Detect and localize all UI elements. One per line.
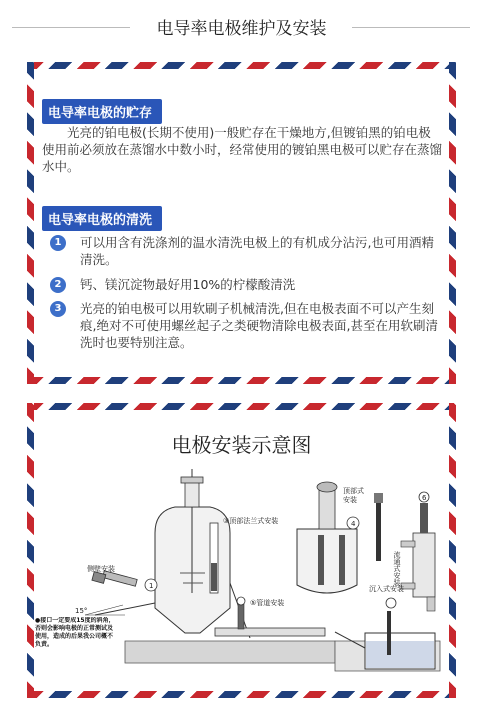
airmail-border-top [27, 403, 456, 410]
airmail-border-right [449, 62, 456, 384]
number-badge-icon: 3 [50, 301, 66, 317]
side-label: 侧壁安装 [87, 565, 115, 573]
airmail-border-top [27, 62, 456, 69]
svg-text:6: 6 [422, 494, 427, 502]
cleaning-item [52, 300, 442, 351]
side-wall-electrode [85, 571, 157, 615]
airmail-border-bottom [27, 691, 456, 698]
angle-label: 15° [75, 607, 88, 615]
warning-note-text: ●接口一定要成15度的斜角，否则会影响电极的正常测试及使用，造成的后果我公司概不负责。 [35, 617, 115, 648]
cleaning-heading: 电导率电极的清洗 [42, 206, 162, 231]
number-badge-icon: 2 [50, 277, 66, 293]
diagram-title: 电极安装示意图 [171, 433, 312, 457]
immersion-label: 沉入式安装 [369, 585, 404, 593]
cleaning-item [52, 276, 442, 293]
number-badge-icon: 1 [50, 235, 66, 251]
top-label-a: 顶部式 [343, 487, 364, 495]
top-label-b: 安装 [343, 496, 357, 504]
maintenance-card [27, 62, 456, 384]
cleaning-item-text: 钙、镁沉淀物最好用10%的柠檬酸清洗 [80, 277, 296, 292]
title-divider-right [352, 27, 470, 28]
airmail-border-bottom [27, 377, 456, 384]
standalone-probe [374, 493, 383, 561]
airmail-border-left [27, 62, 34, 384]
page-title: 电导率电极维护及安装 [156, 19, 327, 39]
svg-text:4: 4 [351, 520, 356, 528]
cleaning-item-text: 光亮的铂电极可以用软刷子机械清洗,但在电极表面不可以产生刻痕,绝对不可使用螺丝起子之类硬物清除电极表面,甚至在用软刷清洗时也要特别注意。 [80, 301, 438, 350]
svg-text:1: 1 [149, 582, 154, 590]
cleaning-item-text: 可以用含有洗涤剂的温水清洗电极上的有机成分沾污,也可用酒精清洗。 [80, 235, 434, 267]
storage-text: 光亮的铂电极(长期不使用)一般贮存在干燥地方,但镀铂黑的铂电极使用前必须放在蒸馏水中数小时，经常使用的镀铂黑电极可以贮存在蒸馏水中。 [42, 125, 443, 174]
cleaning-item [52, 234, 442, 268]
storage-heading: 电导率电极的贮存 [42, 99, 162, 124]
installation-card [27, 403, 456, 698]
title-divider-left [12, 27, 130, 28]
warning-note [35, 617, 115, 685]
flange-label: ③顶部法兰式安装 [223, 517, 279, 525]
flow-label: 流通式安装 [393, 551, 401, 586]
main-tank [95, 469, 250, 638]
installation-diagram [35, 463, 448, 688]
flow-through-cell [401, 492, 435, 611]
pipe-label: ⑤管道安装 [250, 599, 285, 607]
